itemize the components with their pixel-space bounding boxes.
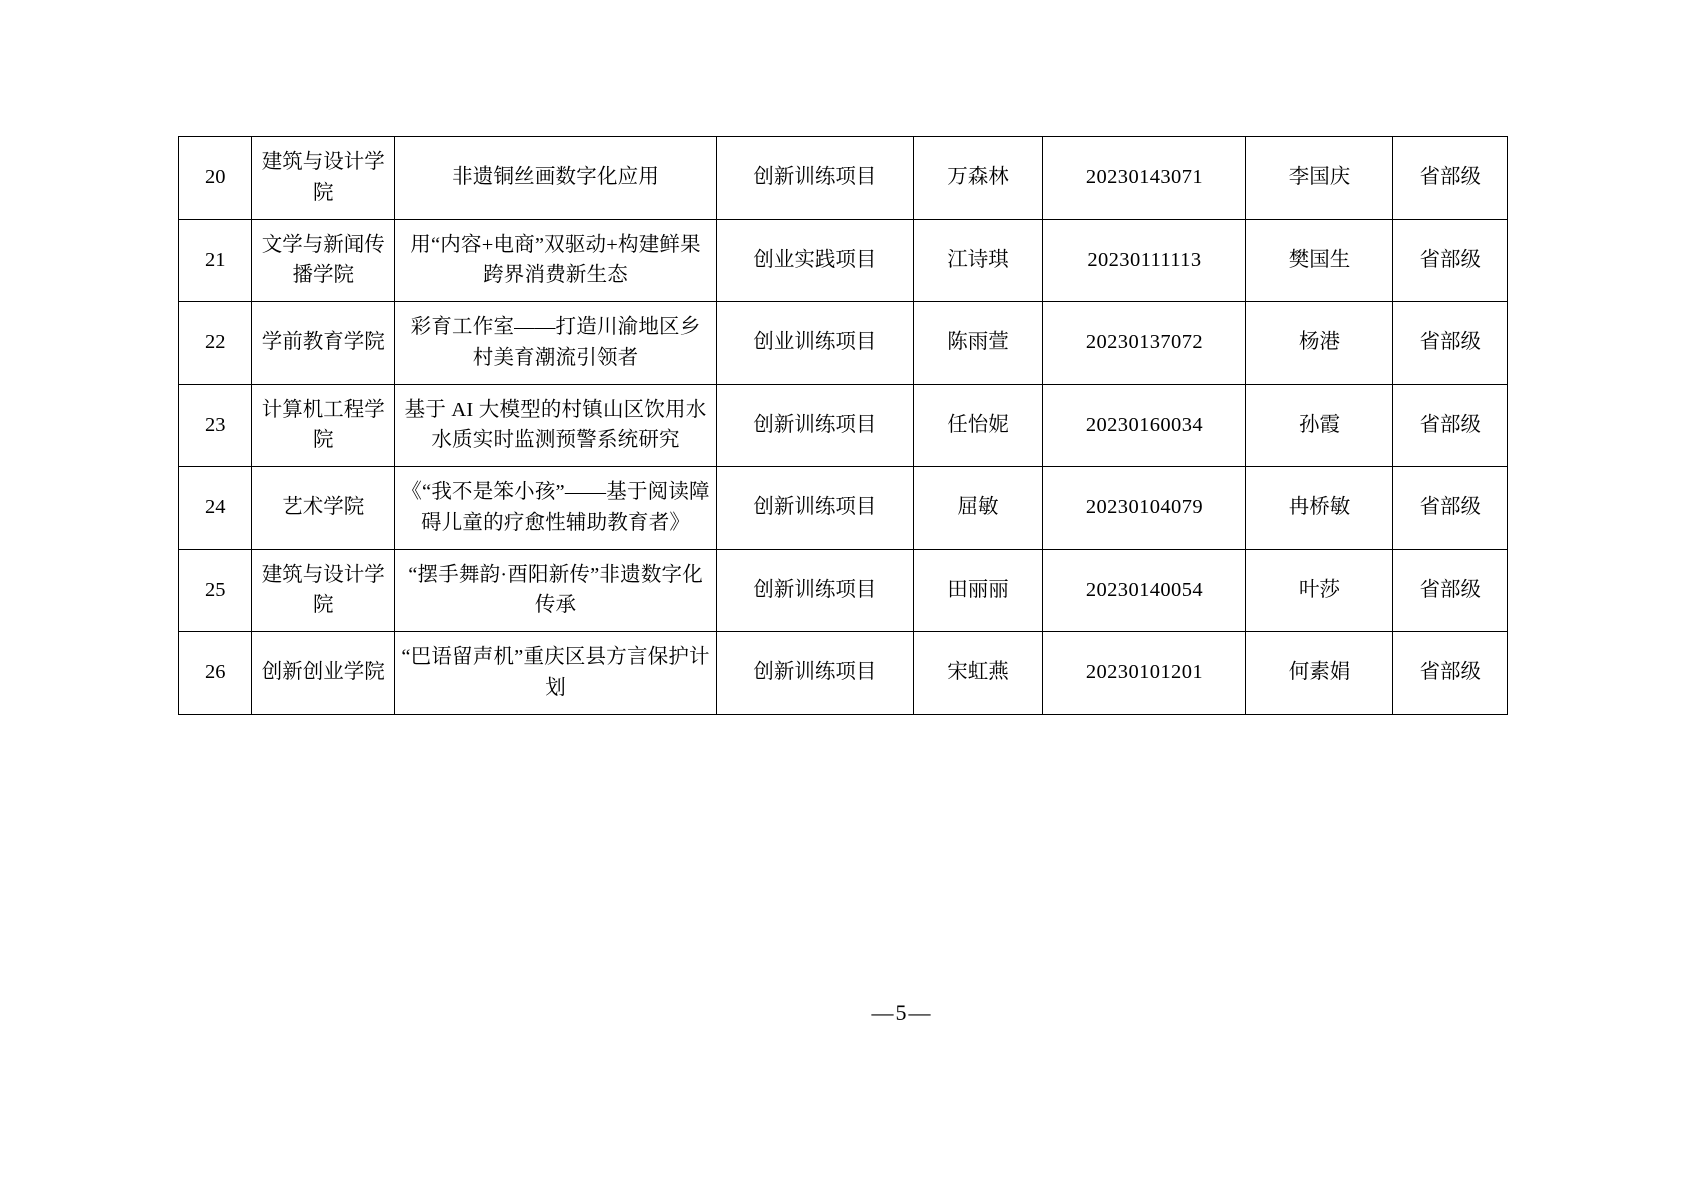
cell-type: 创业实践项目 xyxy=(717,219,914,302)
cell-no: 24 xyxy=(179,467,252,550)
cell-level: 省部级 xyxy=(1393,549,1508,632)
cell-student-id: 20230143071 xyxy=(1043,137,1246,220)
cell-student-id: 20230160034 xyxy=(1043,384,1246,467)
cell-college: 计算机工程学院 xyxy=(252,384,395,467)
cell-type: 创新训练项目 xyxy=(717,137,914,220)
cell-no: 23 xyxy=(179,384,252,467)
cell-teacher: 叶莎 xyxy=(1246,549,1393,632)
cell-title: 基于 AI 大模型的村镇山区饮用水水质实时监测预警系统研究 xyxy=(395,384,717,467)
table-row xyxy=(179,302,1508,385)
cell-level: 省部级 xyxy=(1393,467,1508,550)
table-row xyxy=(179,219,1508,302)
cell-teacher: 冉桥敏 xyxy=(1246,467,1393,550)
cell-student-id: 20230104079 xyxy=(1043,467,1246,550)
cell-leader: 江诗琪 xyxy=(913,219,1043,302)
cell-level: 省部级 xyxy=(1393,632,1508,715)
cell-level: 省部级 xyxy=(1393,302,1508,385)
cell-no: 25 xyxy=(179,549,252,632)
cell-college: 文学与新闻传播学院 xyxy=(252,219,395,302)
cell-type: 创业训练项目 xyxy=(717,302,914,385)
cell-leader: 万森林 xyxy=(913,137,1043,220)
cell-no: 26 xyxy=(179,632,252,715)
table-row xyxy=(179,467,1508,550)
cell-type: 创新训练项目 xyxy=(717,632,914,715)
cell-no: 20 xyxy=(179,137,252,220)
table-row xyxy=(179,549,1508,632)
page-footer xyxy=(0,1000,1684,1026)
cell-student-id: 20230101201 xyxy=(1043,632,1246,715)
cell-leader: 屈敏 xyxy=(913,467,1043,550)
cell-college: 创新创业学院 xyxy=(252,632,395,715)
cell-teacher: 何素娟 xyxy=(1246,632,1393,715)
cell-type: 创新训练项目 xyxy=(717,549,914,632)
cell-student-id: 20230140054 xyxy=(1043,549,1246,632)
table-row xyxy=(179,384,1508,467)
cell-type: 创新训练项目 xyxy=(717,467,914,550)
cell-no: 22 xyxy=(179,302,252,385)
cell-title: 用“内容+电商”双驱动+构建鲜果跨界消费新生态 xyxy=(395,219,717,302)
cell-college: 学前教育学院 xyxy=(252,302,395,385)
cell-leader: 陈雨萱 xyxy=(913,302,1043,385)
cell-teacher: 杨港 xyxy=(1246,302,1393,385)
cell-college: 建筑与设计学院 xyxy=(252,549,395,632)
cell-title: “摆手舞韵·酉阳新传”非遗数字化传承 xyxy=(395,549,717,632)
cell-level: 省部级 xyxy=(1393,219,1508,302)
cell-no: 21 xyxy=(179,219,252,302)
cell-student-id: 20230111113 xyxy=(1043,219,1246,302)
cell-leader: 任怡妮 xyxy=(913,384,1043,467)
cell-college: 艺术学院 xyxy=(252,467,395,550)
cell-title: 非遗铜丝画数字化应用 xyxy=(395,137,717,220)
cell-student-id: 20230137072 xyxy=(1043,302,1246,385)
project-list-table xyxy=(178,136,1508,715)
table-body xyxy=(179,137,1508,715)
cell-teacher: 孙霞 xyxy=(1246,384,1393,467)
cell-teacher: 樊国生 xyxy=(1246,219,1393,302)
cell-leader: 田丽丽 xyxy=(913,549,1043,632)
cell-type: 创新训练项目 xyxy=(717,384,914,467)
table-row xyxy=(179,632,1508,715)
page-number: —5— xyxy=(871,1000,933,1025)
cell-title: 彩育工作室——打造川渝地区乡村美育潮流引领者 xyxy=(395,302,717,385)
cell-title: “巴语留声机”重庆区县方言保护计划 xyxy=(395,632,717,715)
cell-title: 《“我不是笨小孩”——基于阅读障碍儿童的疗愈性辅助教育者》 xyxy=(395,467,717,550)
cell-leader: 宋虹燕 xyxy=(913,632,1043,715)
cell-college: 建筑与设计学院 xyxy=(252,137,395,220)
cell-teacher: 李国庆 xyxy=(1246,137,1393,220)
table-row xyxy=(179,137,1508,220)
cell-level: 省部级 xyxy=(1393,137,1508,220)
cell-level: 省部级 xyxy=(1393,384,1508,467)
